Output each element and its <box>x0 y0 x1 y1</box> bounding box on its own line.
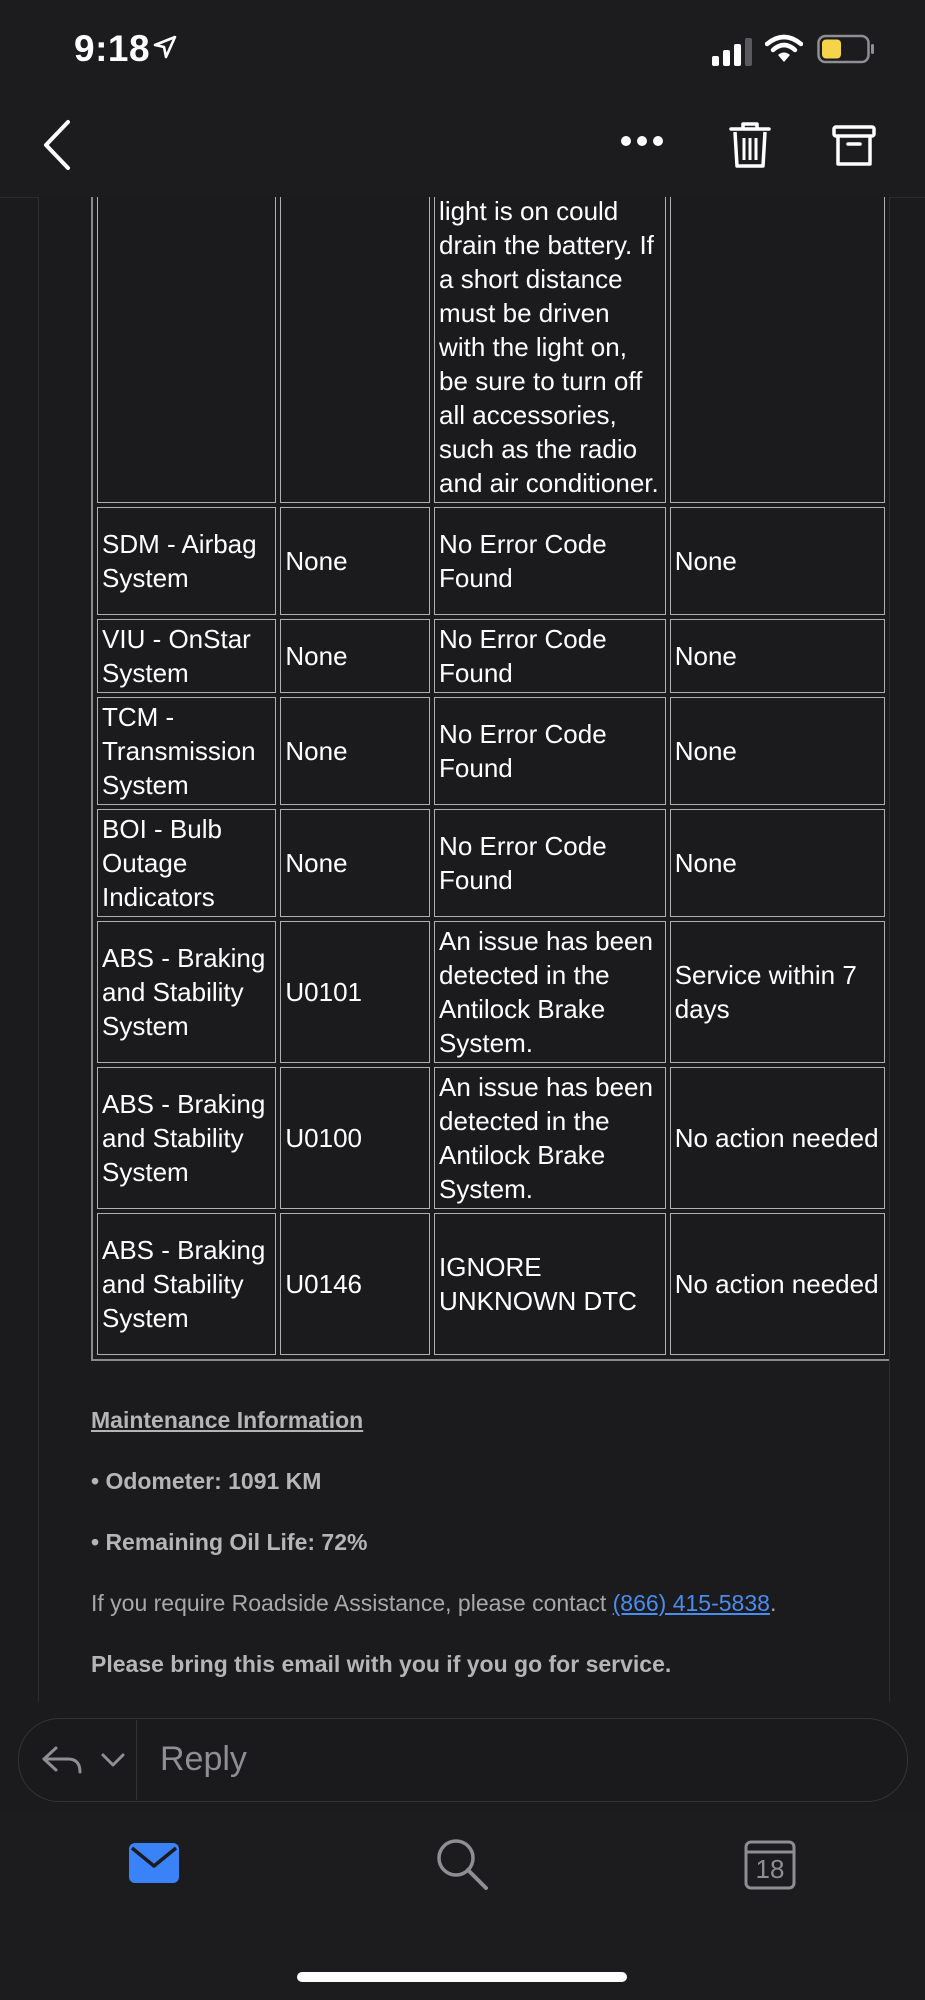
table-cell: light is on could drain the battery. If a short distance must be driven with the light on, be sure to turn off all accessories, such as the radio and air conditioner. <box>434 197 666 503</box>
roadside-prefix: If you require Roadside Assistance, please contact <box>91 1590 613 1616</box>
code-cell: None <box>280 697 430 805</box>
reply-arrow-icon[interactable] <box>40 1742 84 1778</box>
diagnostic-table <box>91 197 890 1361</box>
table-cell <box>97 197 276 503</box>
battery-icon <box>817 34 875 64</box>
email-body <box>38 197 890 1702</box>
wifi-icon <box>765 34 803 64</box>
code-cell: U0146 <box>280 1213 430 1355</box>
table-cell <box>280 197 430 503</box>
code-cell: None <box>280 619 430 693</box>
more-icon[interactable] <box>620 134 664 148</box>
code-cell: U0101 <box>280 921 430 1063</box>
mail-icon[interactable] <box>128 1842 180 1884</box>
table-row <box>97 1067 885 1209</box>
code-cell: None <box>280 507 430 615</box>
system-cell: ABS - Braking and Stability System <box>97 1067 276 1209</box>
description-cell: IGNORE UNKNOWN DTC <box>434 1213 666 1355</box>
action-cell: No action needed <box>670 1067 885 1209</box>
action-cell: None <box>670 697 885 805</box>
table-row <box>97 697 885 805</box>
action-cell: None <box>670 619 885 693</box>
table-row <box>97 197 885 503</box>
oil-life-reading: • Remaining Oil Life: 72% <box>91 1529 368 1555</box>
clock: 9:18 <box>74 28 151 69</box>
system-cell: BOI - Bulb Outage Indicators <box>97 809 276 917</box>
archive-icon[interactable] <box>832 124 876 168</box>
odometer-reading: • Odometer: 1091 KM <box>91 1468 322 1494</box>
action-cell: None <box>670 507 885 615</box>
chevron-down-icon[interactable] <box>100 1752 126 1768</box>
description-cell: No Error Code Found <box>434 697 666 805</box>
signal-icon <box>712 36 756 66</box>
trash-icon[interactable] <box>727 120 773 170</box>
system-cell: ABS - Braking and Stability System <box>97 921 276 1063</box>
action-cell: Service within 7 days <box>670 921 885 1063</box>
description-cell: No Error Code Found <box>434 507 666 615</box>
description-cell: No Error Code Found <box>434 809 666 917</box>
bring-email-notice: Please bring this email with you if you go for service. <box>91 1651 672 1677</box>
email-toolbar <box>0 100 925 198</box>
table-row <box>97 507 885 615</box>
location-arrow-icon <box>152 34 178 60</box>
roadside-text <box>91 1590 871 1617</box>
table-row <box>97 921 885 1063</box>
search-icon[interactable] <box>434 1836 490 1892</box>
reply-input[interactable]: Reply <box>160 1740 247 1778</box>
table-cell <box>670 197 885 503</box>
reply-bar[interactable] <box>18 1718 908 1802</box>
description-cell: No Error Code Found <box>434 619 666 693</box>
description-cell: An issue has been detected in the Antilock Brake System. <box>434 1067 666 1209</box>
action-cell: None <box>670 809 885 917</box>
roadside-suffix: . <box>769 1590 777 1616</box>
maintenance-title: Maintenance Information <box>91 1407 364 1433</box>
description-cell: An issue has been detected in the Antilock Brake System. <box>434 921 666 1063</box>
table-row <box>97 619 885 693</box>
status-bar <box>0 0 925 100</box>
maintenance-section <box>91 1407 871 1678</box>
code-cell: None <box>280 809 430 917</box>
back-icon[interactable] <box>40 118 74 172</box>
system-cell: TCM - Transmission System <box>97 697 276 805</box>
system-cell: VIU - OnStar System <box>97 619 276 693</box>
roadside-phone-link[interactable]: (866) 415-5838 <box>612 1590 770 1616</box>
home-indicator <box>297 1972 627 1982</box>
system-cell: SDM - Airbag System <box>97 507 276 615</box>
action-cell: No action needed <box>670 1213 885 1355</box>
system-cell: ABS - Braking and Stability System <box>97 1213 276 1355</box>
table-row <box>97 809 885 917</box>
calendar-day: 18 <box>755 1854 785 1884</box>
reply-divider <box>136 1720 137 1800</box>
table-row <box>97 1213 885 1355</box>
code-cell: U0100 <box>280 1067 430 1209</box>
